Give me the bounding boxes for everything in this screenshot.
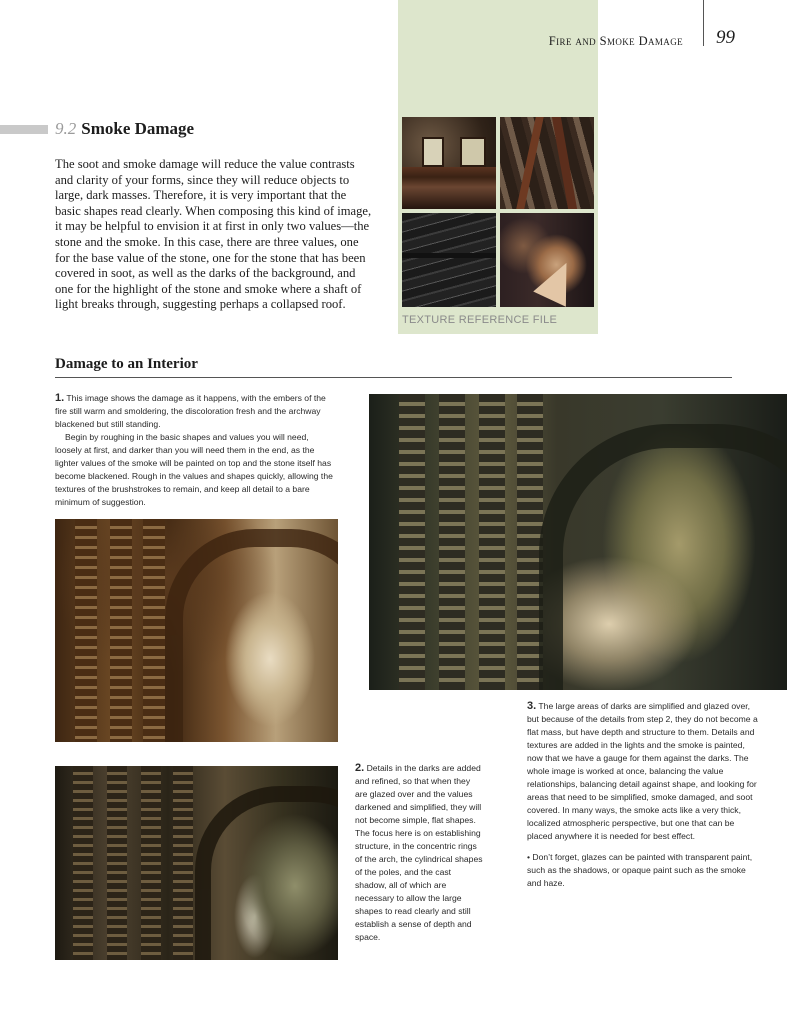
step-2-text: Details in the darks are added and refined, so that when they are glazed over and the values darkened and simplified, they will not become simple, flat shapes. The focus here is on establishing structure, in the concentric rings of the arch, the cylindrical shapes of the poles, and the cast shadow, all of which are necessary to allow the large shapes to read clearly and still establish a sense of depth and space.: [355, 763, 483, 942]
step-1-text: This image shows the damage as it happens, with the embers of the fire still warm and smoldering, the discoloration fresh and the archway blackened but still standing.: [55, 393, 326, 429]
texture-peeling-paint-image: [500, 213, 594, 307]
section-heading: [55, 119, 194, 139]
texture-charred-beams-image: [500, 117, 594, 209]
step-1-caption: [55, 392, 335, 509]
subheading-rule: [55, 377, 732, 378]
section-title: Smoke Damage: [81, 119, 195, 138]
step-1-painting: [55, 519, 338, 742]
step-1-number: 1.: [55, 392, 65, 404]
intro-paragraph: The soot and smoke damage will reduce the value contrasts and clarity of your forms, since they will reduce objects to large, dark masses. Therefore, it is very important that the basic shapes read clearly. When composing this kind of image, it may be helpful to envision it at first in only two values—the stone and the smoke. In this case, there are three values, one for the base value of the stone, one for the stone that has been covered in soot, as well as the darks of the background, and one for the highlight of the stone and smoke where a shaft of light breaks through, suggesting perhaps a collapsed roof.: [55, 157, 372, 312]
step-2-painting: [55, 766, 338, 960]
step-1-text-continued: Begin by roughing in the basic shapes and values you will need, loosely at first, and darker than you will need them in the end, as the lighter values of the smoke will be painted on top and the stone itself has become blackened. Rough in the values and shapes quickly, allowing the textures of the brushstrokes to remain, and keep all detail to a bare minimum of suggestion.: [55, 432, 333, 507]
step-2-number: 2.: [355, 762, 365, 774]
running-head: Fire and Smoke Damage: [548, 34, 683, 48]
page-number: 99: [716, 27, 735, 48]
step-3-painting: [369, 394, 787, 690]
texture-charred-wood-image: [402, 213, 496, 307]
step-2-caption: [355, 762, 483, 944]
header-divider: [703, 0, 704, 46]
step-3-caption: [527, 700, 762, 890]
step-3-number: 3.: [527, 700, 537, 712]
texture-burnt-window-image: [402, 117, 496, 209]
step-3-tip: • Don’t forget, glazes can be painted with transparent paint, such as the shadows, or opaque paint such as the smoke and haze.: [527, 852, 753, 888]
section-number: 9.2: [55, 119, 77, 138]
step-3-text: The large areas of darks are simplified and glazed over, but because of the details from step 2, they do not become a flat mass, but have depth and structure to them. Details and textures are added in the lights and the smoke is painted, now that we have a gauge for them against the darks. The whole image is worked at once, balancing the value relationships, balancing detail against shape, and looking for areas that need to be simplified, smoke damaged, and soot covered. In many ways, the smoke acts like a very thick, localized atmospheric perspective, but one that can be placed anywhere it is needed for best effect.: [527, 701, 758, 841]
texture-caption: TEXTURE REFERENCE FILE: [402, 314, 558, 326]
section-marker-bar: [0, 125, 48, 134]
interior-subheading: Damage to an Interior: [55, 356, 198, 372]
